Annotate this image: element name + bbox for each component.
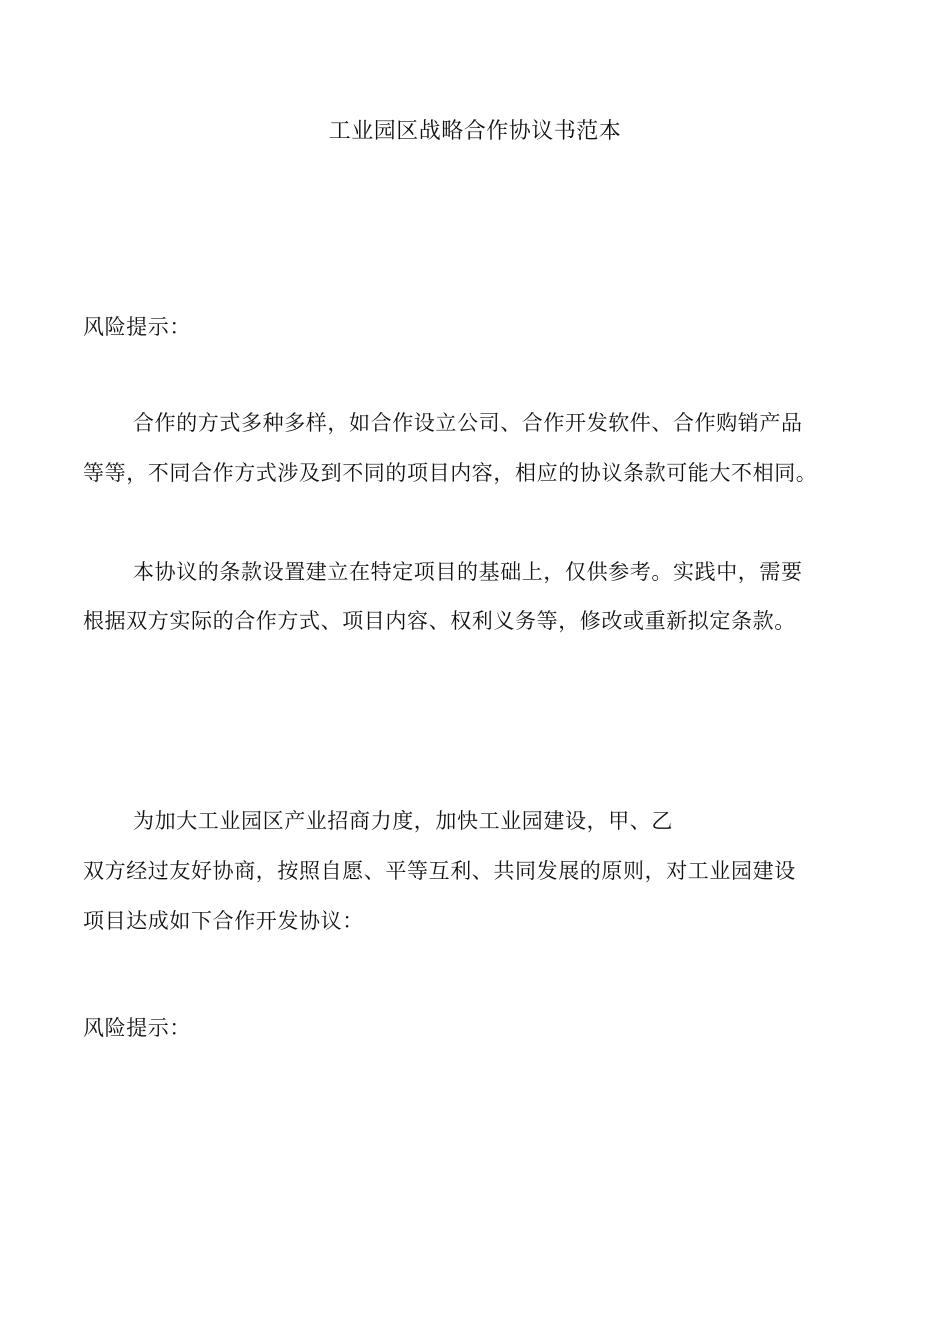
paragraph-line: 根据双方实际的合作方式、项目内容、权利义务等，修改或重新拟定条款。 bbox=[83, 609, 796, 633]
risk-heading: 风险提示： bbox=[83, 315, 191, 339]
paragraph-line: 本协议的条款设置建立在特定项目的基础上，仅供参考。实践中，需要 bbox=[133, 560, 803, 584]
risk-heading: 风险提示： bbox=[83, 1016, 191, 1040]
paragraph-line: 合作的方式多种多样，如合作设立公司、合作开发软件、合作购销产品 bbox=[133, 411, 803, 435]
paragraph-line: 双方经过友好协商，按照自愿、平等互利、共同发展的原则，对工业园建设 bbox=[83, 859, 796, 883]
paragraph-line: 为加大工业园区产业招商力度，加快工业园建设，甲、乙 bbox=[133, 809, 673, 833]
document-title: 工业园区战略合作协议书范本 bbox=[328, 119, 622, 144]
paragraph-line: 项目达成如下合作开发协议： bbox=[83, 909, 364, 933]
paragraph-line: 等等，不同合作方式涉及到不同的项目内容，相应的协议条款可能大不相同。 bbox=[83, 461, 818, 485]
